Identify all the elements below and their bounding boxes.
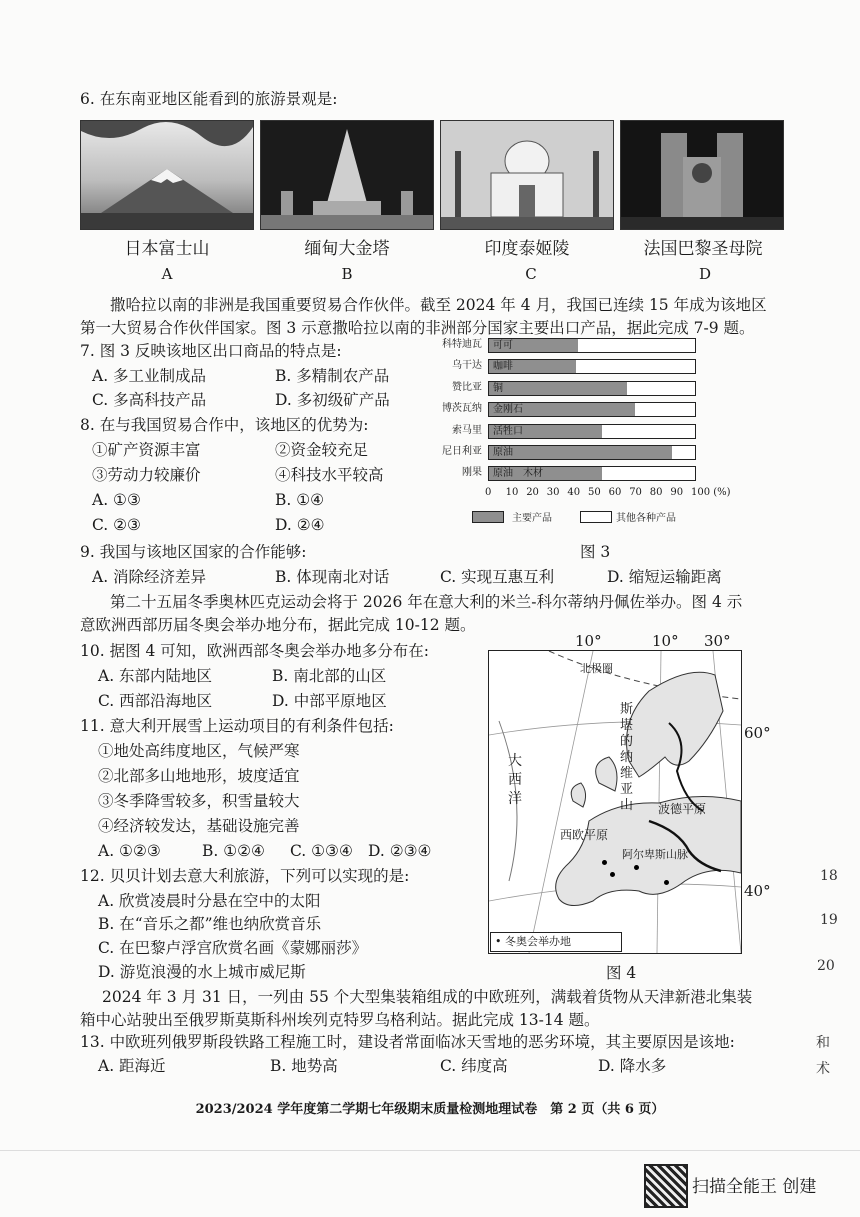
caption-a: 日本富士山 <box>124 239 210 259</box>
bar-country-label: 博茨瓦纳 <box>442 403 482 415</box>
q12-option-c: C. 在巴黎卢浮宫欣赏名画《蒙娜丽莎》 <box>98 939 368 957</box>
q7-option-b: B. 多精制农产品 <box>275 367 390 385</box>
q11-item-1: ①地处高纬度地区，气候严寒 <box>98 742 300 760</box>
q8-item-2: ②资金较充足 <box>275 441 369 459</box>
scandinavian-mountains-label: 斯堪的纳维亚山 <box>620 702 634 813</box>
venue-dot-2 <box>610 872 615 877</box>
intro-13-14-line1: 2024 年 3 月 31 日，一列由 55 个大型集装箱组成的中欧班列，满载着货物从天津新港北集装 <box>102 988 753 1006</box>
scanner-watermark: 扫描全能王 创建 <box>692 1177 817 1197</box>
margin-mark-20: 20 <box>817 958 835 974</box>
q12-option-b: B. 在“音乐之都”维也纳欣赏音乐 <box>98 915 322 933</box>
q6-stem: 6. 在东南亚地区能看到的旅游景观是: <box>80 90 338 108</box>
map-legend: • 冬奥会举办地 <box>490 932 622 952</box>
taj-mahal-illustration <box>441 121 613 229</box>
bar-track <box>488 402 696 417</box>
q11-option-b: B. ①②④ <box>202 842 265 860</box>
lon-label-2: 10° <box>652 632 679 650</box>
q13-option-b: B. 地势高 <box>270 1057 338 1075</box>
arctic-circle-label: 北极圈 <box>580 662 613 675</box>
intro-7-9-line2: 第一大贸易合作伙伴国家。图 3 示意撒哈拉以南的非洲部分国家主要出口产品，据此完成 7-9 题。 <box>80 319 755 337</box>
x-tick-label: 60 <box>608 487 622 498</box>
x-tick-label: 90 <box>670 487 684 498</box>
bar-product-label: 可可 <box>493 340 513 351</box>
venue-dot-1 <box>602 860 607 865</box>
figure4-caption: 图 4 <box>606 964 637 982</box>
legend-swatch-main <box>472 511 504 523</box>
q12-stem: 12. 贝贝计划去意大利旅游，下列可以实现的是: <box>80 867 410 885</box>
q11-option-c: C. ①③④ <box>290 842 353 860</box>
venue-dot-3 <box>634 865 639 870</box>
qr-code-icon <box>644 1164 688 1208</box>
q12-option-a: A. 欣赏凌晨时分悬在空中的太阳 <box>98 892 321 910</box>
q11-option-a: A. ①②③ <box>98 842 161 860</box>
bar-country-label: 乌干达 <box>452 360 482 372</box>
photo-mount-fuji <box>80 120 254 230</box>
bar-track <box>488 424 696 439</box>
bar-product-label: 活牲口 <box>493 425 523 437</box>
atlantic-ocean-label: 大西洋 <box>508 753 522 807</box>
margin-mark-19: 19 <box>820 912 838 928</box>
x-tick-label: 80 <box>649 487 663 498</box>
q7-option-c: C. 多高科技产品 <box>92 391 207 409</box>
bar-country-label: 刚果 <box>462 467 482 479</box>
q13-option-c: C. 纬度高 <box>440 1057 508 1075</box>
q10-option-d: D. 中部平原地区 <box>272 692 387 710</box>
legend-label-other: 其他各种产品 <box>616 513 676 524</box>
bar-product-label: 原油 <box>493 447 513 458</box>
figure3-caption: 图 3 <box>580 543 611 561</box>
q13-option-d: D. 降水多 <box>598 1057 667 1075</box>
q9-option-b: B. 体现南北对话 <box>275 568 390 586</box>
q10-option-c: C. 西部沿海地区 <box>98 692 213 710</box>
q13-option-a: A. 距海近 <box>98 1057 166 1075</box>
q11-item-3: ③冬季降雪较多，积雪量较大 <box>98 792 300 810</box>
mount-fuji-illustration <box>81 121 253 229</box>
photo-golden-pagoda <box>260 120 434 230</box>
polish-plain-label: 波德平原 <box>658 802 707 816</box>
x-tick-label: 20 <box>526 487 539 498</box>
margin-mark-18: 18 <box>820 868 838 884</box>
option-d: D <box>698 265 712 283</box>
bar-main-product <box>489 382 627 395</box>
caption-b: 缅甸大金塔 <box>304 239 390 259</box>
q11-item-2: ②北部多山地地形，坡度适宜 <box>98 767 300 785</box>
bar-track <box>488 338 696 353</box>
alps-label: 阿尔卑斯山脉 <box>622 848 688 861</box>
q11-item-4: ④经济较发达，基础设施完善 <box>98 817 300 835</box>
q8-option-a: A. ①③ <box>92 491 141 509</box>
bar-product-label: 咖啡 <box>493 361 513 373</box>
bar-track <box>488 381 696 396</box>
q10-stem: 10. 据图 4 可知，欧洲西部冬奥会举办地多分布在: <box>80 642 430 660</box>
option-b: B <box>341 265 353 283</box>
q7-option-d: D. 多初级矿产品 <box>275 391 390 409</box>
pagoda-illustration <box>261 121 433 229</box>
q8-item-3: ③劳动力较廉价 <box>92 466 201 484</box>
intro-7-9-line1: 撒哈拉以南的非洲是我国重要贸易合作伙伴。截至 2024 年 4 月，我国已连续 15 年成为该地区 <box>110 296 767 314</box>
q9-option-c: C. 实现互惠互利 <box>440 568 555 586</box>
q8-stem: 8. 在与我国贸易合作中，该地区的优势为: <box>80 416 369 434</box>
x-tick-label: 40 <box>567 487 581 498</box>
intro-10-12-line2: 意欧洲西部历届冬奥会举办地分布，据此完成 10-12 题。 <box>80 616 476 634</box>
lat-label-40: 40° <box>744 882 771 900</box>
bar-country-label: 索马里 <box>452 424 482 436</box>
x-tick-label: 70 <box>629 487 642 498</box>
q8-option-c: C. ②③ <box>92 516 141 534</box>
q7-stem: 7. 图 3 反映该地区出口商品的特点是: <box>80 342 342 360</box>
q12-option-d: D. 游览浪漫的水上城市威尼斯 <box>98 963 306 981</box>
option-a: A <box>161 265 173 283</box>
margin-mark-he: 和 <box>816 1035 830 1051</box>
notre-dame-illustration <box>621 121 783 229</box>
legend-label-main: 主要产品 <box>512 513 552 524</box>
q7-option-a: A. 多工业制成品 <box>92 367 207 385</box>
x-tick-label: 10 <box>505 487 519 498</box>
intro-13-14-line2: 箱中心站驶出至俄罗斯莫斯科州埃列克特罗乌格利站。据此完成 13-14 题。 <box>80 1011 600 1029</box>
q8-item-1: ①矿产资源丰富 <box>92 441 201 459</box>
margin-mark-shu: 术 <box>816 1061 830 1077</box>
q11-stem: 11. 意大利开展雪上运动项目的有利条件包括: <box>80 717 394 735</box>
bar-country-label: 尼日利亚 <box>442 446 482 457</box>
footer-divider <box>0 1150 860 1151</box>
q8-item-4: ④科技水平较高 <box>275 466 384 484</box>
bar-track <box>488 466 696 481</box>
x-tick-label: 0 <box>485 487 492 498</box>
bar-track <box>488 359 696 374</box>
bar-main-product <box>489 446 672 459</box>
x-tick-label: 100 (%) <box>691 487 731 498</box>
lat-label-60: 60° <box>744 724 771 742</box>
caption-c: 印度泰姬陵 <box>484 239 570 259</box>
bar-product-label: 金刚石 <box>493 404 523 416</box>
q9-option-a: A. 消除经济差异 <box>92 568 207 586</box>
lon-label-3: 30° <box>704 632 731 650</box>
photo-notre-dame <box>620 120 784 230</box>
q9-option-d: D. 缩短运输距离 <box>607 568 722 586</box>
west-european-plain-label: 西欧平原 <box>560 828 609 842</box>
bar-country-label: 科特迪瓦 <box>442 339 482 350</box>
q8-option-b: B. ①④ <box>275 491 325 509</box>
bar-track <box>488 445 696 460</box>
photo-taj-mahal <box>440 120 614 230</box>
bar-country-label: 赞比亚 <box>452 381 482 393</box>
q10-option-a: A. 东部内陆地区 <box>98 667 213 685</box>
page-footer: 2023/2024 学年度第二学期七年级期末质量检测地理试卷 第 2 页（共 6 页） <box>195 1102 665 1117</box>
bar-product-label: 原油 木材 <box>493 468 543 480</box>
legend-swatch-other <box>580 511 612 523</box>
q11-option-d: D. ②③④ <box>368 842 432 860</box>
x-tick-label: 30 <box>546 487 560 498</box>
intro-10-12-line1: 第二十五届冬季奥林匹克运动会将于 2026 年在意大利的米兰-科尔蒂纳丹佩佐举办。图 4 示 <box>110 593 743 611</box>
q8-option-d: D. ②④ <box>275 516 325 534</box>
q9-stem: 9. 我国与该地区国家的合作能够: <box>80 543 307 561</box>
bar-product-label: 铜 <box>493 382 503 394</box>
caption-d: 法国巴黎圣母院 <box>643 239 763 259</box>
q13-stem: 13. 中欧班列俄罗斯段铁路工程施工时，建设者常面临冰天雪地的恶劣环境，其主要原因是该地: <box>80 1033 735 1051</box>
q10-option-b: B. 南北部的山区 <box>272 667 387 685</box>
venue-dot-4 <box>664 880 669 885</box>
option-c: C <box>525 265 537 283</box>
lon-label-1: 10° <box>575 632 602 650</box>
x-tick-label: 50 <box>588 487 601 498</box>
